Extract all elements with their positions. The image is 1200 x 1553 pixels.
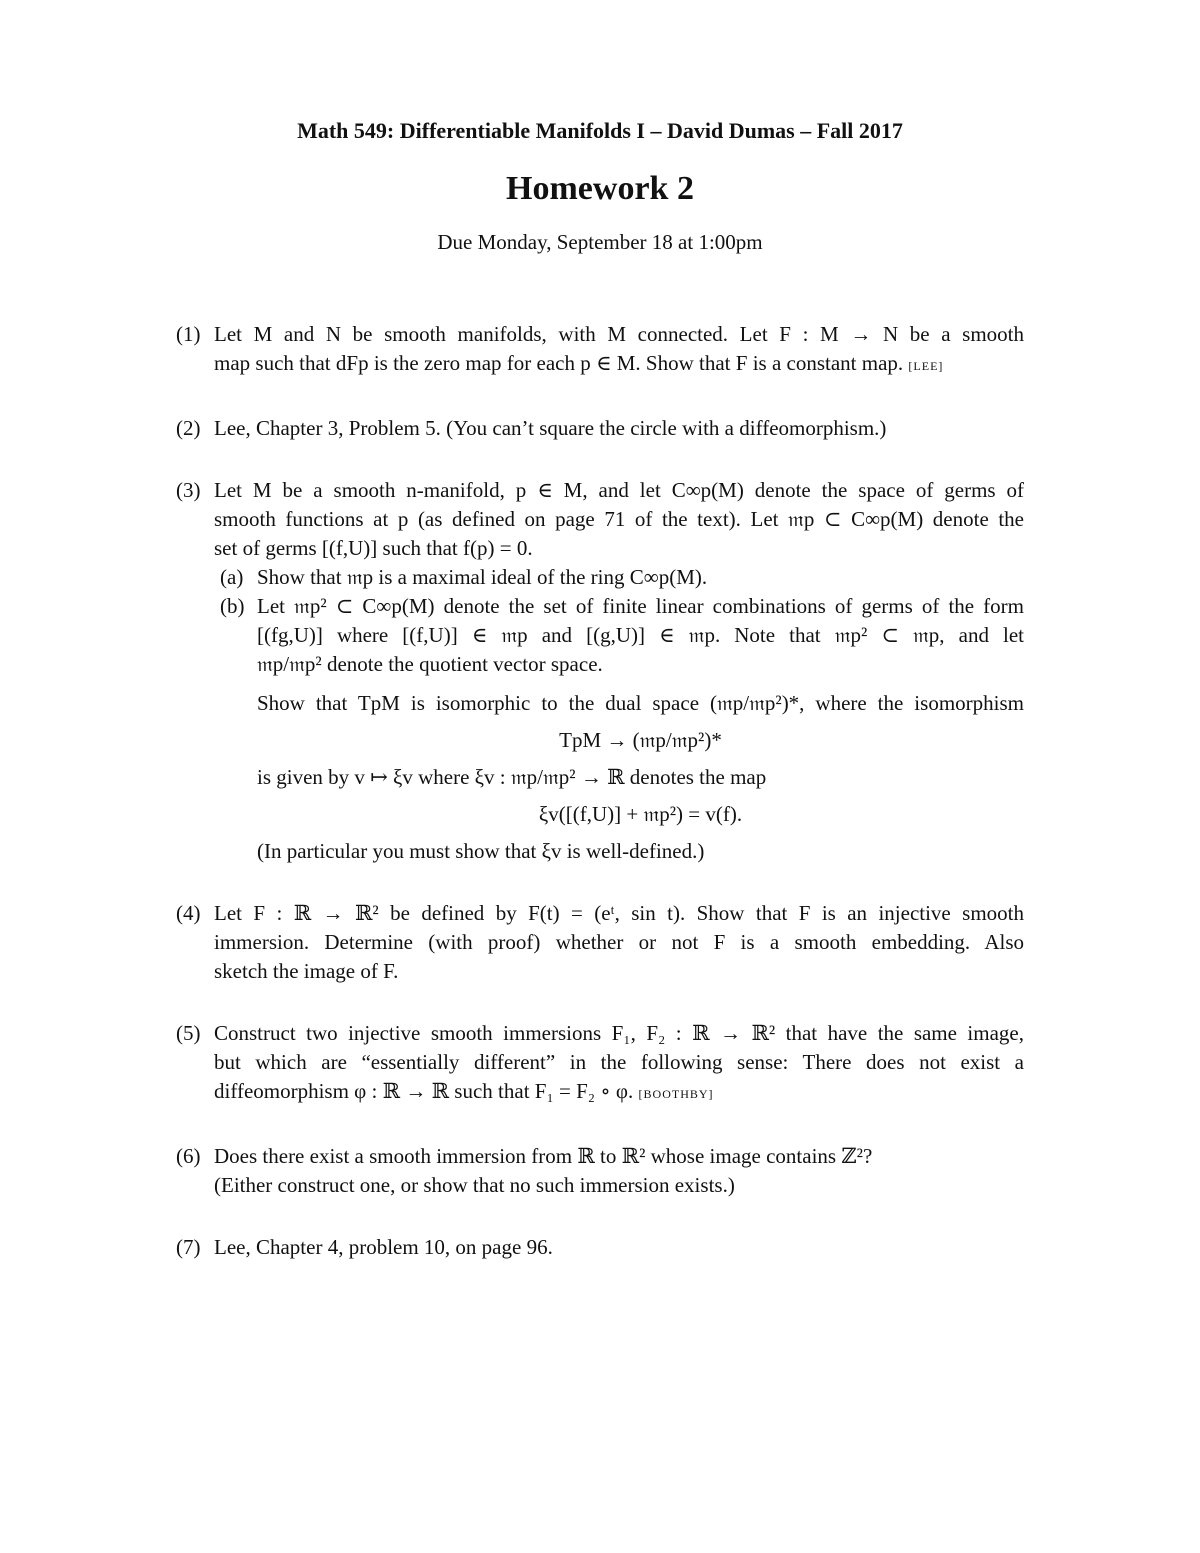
problem-number: (2)	[176, 416, 201, 440]
problem-text-line: Lee, Chapter 3, Problem 5. (You can’t square the circle with a diffeomorphism.)	[214, 416, 887, 440]
problem-7	[176, 1233, 1024, 1262]
problem-5	[176, 1019, 1024, 1109]
part-label: (b)	[220, 594, 245, 618]
part-text-line: Show that 𝔪p is a maximal ideal of the ring C∞p(M).	[257, 565, 708, 589]
problem-text-line: Let F : ℝ → ℝ² be defined by F(t) = (eᵗ, sin t). Show that F is an injective smooth	[214, 901, 1024, 925]
problem-number: (1)	[176, 322, 201, 346]
part-text-line: 𝔪p/𝔪p² denote the quotient vector space.	[257, 652, 603, 676]
source-tag: [BOOTHBY]	[638, 1087, 714, 1101]
problem-text-line: smooth functions at p (as defined on page 71 of the text). Let 𝔪p ⊂ C∞p(M) denote the	[214, 507, 1024, 531]
problem-2	[176, 414, 1024, 443]
part-text-line: Let 𝔪p² ⊂ C∞p(M) denote the set of finite linear combinations of germs of the form	[257, 594, 1024, 618]
problem-text-line: Construct two injective smooth immersions F₁, F₂ : ℝ → ℝ² that have the same image,	[214, 1021, 1024, 1045]
problem-text-line: Lee, Chapter 4, problem 10, on page 96.	[214, 1235, 553, 1259]
part-label: (a)	[220, 565, 244, 589]
problem-number: (6)	[176, 1144, 201, 1168]
part-text-line: [(fg,U)] where [(f,U)] ∈ 𝔪p and [(g,U)] ∈ 𝔪p. Note that 𝔪p² ⊂ 𝔪p, and let	[257, 623, 1024, 647]
course-heading: Math 549: Differentiable Manifolds I – David Dumas – Fall 2017	[297, 118, 903, 143]
source-tag: [LEE]	[908, 359, 944, 373]
problem-text-line: immersion. Determine (with proof) whether or not F is a smooth embedding. Also	[214, 930, 1024, 954]
display-equation: TpM → (𝔪p/𝔪p²)*	[559, 728, 722, 752]
problem-text-line: diffeomorphism φ : ℝ → ℝ such that F₁ = F₂ ∘ φ.	[214, 1079, 634, 1103]
problem-text-line: map such that dFp is the zero map for each p ∈ M. Show that F is a constant map.	[214, 351, 904, 375]
problem-4	[176, 899, 1024, 986]
part-text-line: (In particular you must show that ξv is well-defined.)	[257, 839, 705, 863]
problem-text-line: (Either construct one, or show that no such immersion exists.)	[214, 1173, 735, 1197]
page-title: Homework 2	[506, 170, 694, 207]
display-equation: ξv([(f,U)] + 𝔪p²) = v(f).	[538, 802, 743, 826]
problem-list	[176, 320, 1024, 1295]
problem-1	[176, 320, 1024, 381]
part-b	[214, 592, 1024, 866]
problem-number: (4)	[176, 901, 201, 925]
part-a	[214, 563, 1024, 592]
problem-text-line: set of germs [(f,U)] such that f(p) = 0.	[214, 536, 533, 560]
problem-text-line: Let M and N be smooth manifolds, with M connected. Let F : M → N be a smooth	[214, 322, 1024, 346]
problem-text-line: sketch the image of F.	[214, 959, 399, 983]
problem-number: (7)	[176, 1235, 201, 1259]
problem-text-line: Let M be a smooth n-manifold, p ∈ M, and let C∞p(M) denote the space of germs of	[214, 478, 1024, 502]
problem-3	[176, 476, 1024, 866]
problem-number: (5)	[176, 1021, 201, 1045]
part-text-line: Show that TpM is isomorphic to the dual space (𝔪p/𝔪p²)*, where the isomorphism	[257, 691, 1024, 715]
part-text-line: is given by v ↦ ξv where ξv : 𝔪p/𝔪p² → ℝ denotes the map	[257, 765, 767, 789]
problem-6	[176, 1142, 1024, 1200]
due-date: Due Monday, September 18 at 1:00pm	[437, 230, 763, 254]
problem-text-line: Does there exist a smooth immersion from ℝ to ℝ² whose image contains ℤ²?	[214, 1144, 873, 1168]
problem-number: (3)	[176, 478, 201, 502]
problem-text-line: but which are “essentially different” in the following sense: There does not exist a	[214, 1050, 1024, 1074]
